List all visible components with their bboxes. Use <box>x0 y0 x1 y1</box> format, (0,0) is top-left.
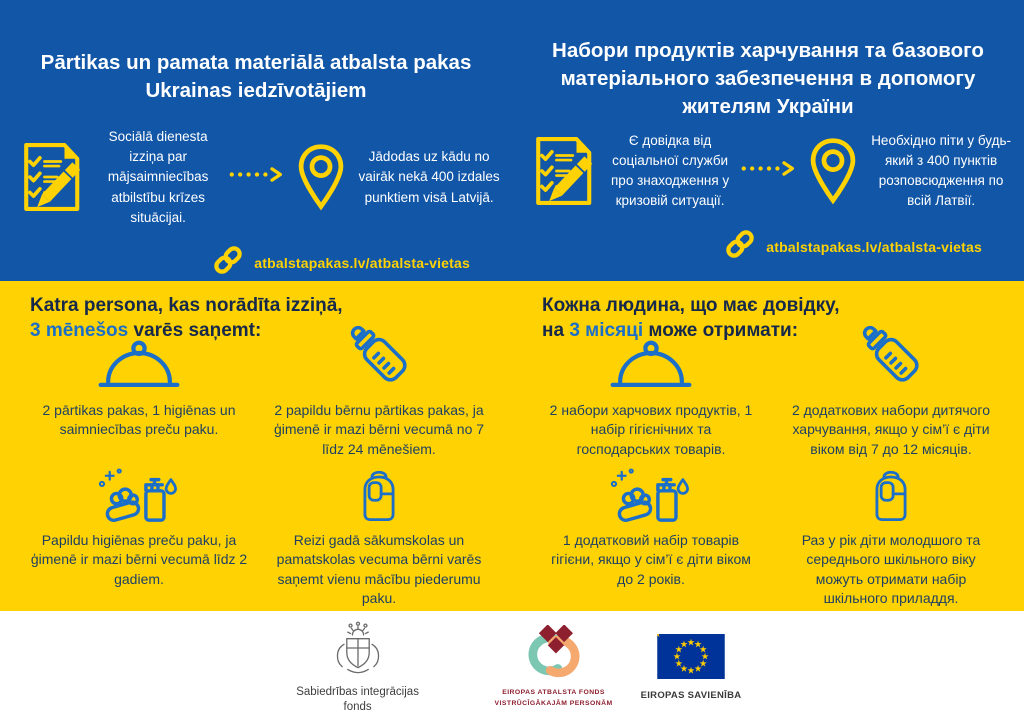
website-link-text[interactable]: atbalstapakas.lv/atbalsta-vietas <box>766 238 982 255</box>
highlight-3-months: 3 місяці <box>569 320 644 342</box>
benefits-heading-line2: на 3 місяці може отримати: <box>542 320 799 342</box>
baby-bottle-icon <box>848 327 934 397</box>
benefit-item-hygiene <box>542 463 760 608</box>
eu-caption: EIROPAS SAVIENĪBA <box>640 690 742 701</box>
benefit-text: 1 додатковий набір товарів гігієни, якщо у сім’ї є діти віком до 2 років. <box>551 532 751 587</box>
dotted-arrow-icon <box>740 161 798 181</box>
step1-text-latvian: Sociālā dienesta izziņa par mājsaimniecības atbilstību krīzes situācijai. <box>107 128 209 225</box>
hygiene-items-icon <box>97 463 181 527</box>
chain-link-icon <box>724 228 756 265</box>
dotted-arrow-icon <box>228 167 286 187</box>
benefit-text: 2 pārtikas pakas, 1 higiēnas un saimniecības preču paku. <box>42 402 236 438</box>
benefit-item-food <box>542 327 760 459</box>
fead-caption: EIROPAS ATBALSTA FONDS VISTRŪCĪGĀKAJĀM PERSONĀM <box>494 689 613 707</box>
benefits-yellow-section <box>0 281 1024 611</box>
backpack-icon <box>859 463 923 527</box>
map-pin-icon <box>807 135 859 207</box>
benefit-text: 2 додаткових набори дитячого харчування, якщо у сім’ї є діти віком від 7 до 12 місяців. <box>791 402 991 457</box>
benefit-text: Раз у рік діти молодшого та середнього шкільного віку можуть отримати набір шкільного приладдя. <box>801 532 981 607</box>
top-column-latvian <box>0 0 512 281</box>
fead-hands-diamonds-icon <box>517 625 591 686</box>
footer-logos <box>0 611 1024 724</box>
sif-caption: Sabiedrības integrācijas fonds <box>296 686 419 713</box>
sif-logo-block <box>283 620 433 715</box>
benefits-grid-ukrainian <box>542 327 1000 608</box>
step1-text-ukrainian: Є довідка від соціальної служби про знаходження у кризовій ситуації. <box>611 132 730 209</box>
benefits-heading-line2: 3 mēnešos varēs saņemt: <box>30 320 262 342</box>
fead-logo-block <box>491 625 617 709</box>
benefit-item-baby-food <box>270 327 488 459</box>
eu-logo-block <box>641 634 742 701</box>
map-pin-icon <box>295 141 347 213</box>
step2-text-latvian: Jādodas uz kādu no vairāk nekā 400 izdales punktiem visā Latvijā. <box>358 149 500 205</box>
benefit-item-school <box>782 463 1000 608</box>
benefits-column-latvian <box>0 281 512 611</box>
highlight-3-months: 3 mēnešos <box>30 320 129 342</box>
title-latvian: Pārtikas un pamata materiālā atbalsta pakas Ukrainas iedzīvotājiem <box>40 51 472 103</box>
title-ukrainian: Набори продуктів харчування та базового матеріального забезпечення в допомогу жителям України <box>552 38 984 119</box>
benefits-column-ukrainian <box>512 281 1024 611</box>
baby-bottle-icon <box>336 327 422 397</box>
checklist-document-icon <box>520 130 602 212</box>
backpack-icon <box>347 463 411 527</box>
benefit-item-food <box>30 327 248 459</box>
benefit-text: Reizi gadā sākumskolas un pamatskolas vecuma bērni varēs saņemt vienu mācību piederumu paku. <box>276 532 482 607</box>
benefits-heading-line1: Katra persona, kas norādīta izziņā, <box>30 295 343 316</box>
top-column-ukrainian <box>512 0 1024 281</box>
step2-text-ukrainian: Необхідно піти у будь-який з 400 пунктів розповсюдження по всій Латвії. <box>871 132 1012 209</box>
benefit-text: 2 набори харчових продуктів, 1 набір гігієнічних та господарських товарів. <box>549 402 753 457</box>
benefit-text: 2 papildu bērnu pārtikas pakas, ja ģimenē ir mazi bērni vecumā no 7 līdz 24 mēnešiem. <box>273 402 485 457</box>
food-cloche-icon <box>607 327 695 397</box>
chain-link-icon <box>212 244 244 281</box>
website-link-ukrainian[interactable] <box>512 228 1024 265</box>
benefits-heading-line1: Кожна людина, що має довідку, <box>542 295 840 316</box>
steps-row-latvian <box>0 127 512 228</box>
eu-flag-icon <box>657 634 725 684</box>
hygiene-items-icon <box>609 463 693 527</box>
steps-row-ukrainian <box>512 130 1024 212</box>
checklist-document-icon <box>8 136 90 218</box>
website-link-latvian[interactable] <box>0 244 512 281</box>
benefit-item-school <box>270 463 488 608</box>
benefit-item-baby-food <box>782 327 1000 459</box>
benefit-item-hygiene <box>30 463 248 608</box>
latvian-state-emblem-icon <box>322 620 394 681</box>
top-blue-section <box>0 0 1024 281</box>
website-link-text[interactable]: atbalstapakas.lv/atbalsta-vietas <box>254 254 470 271</box>
benefit-text: Papildu higiēnas preču paku, ja ģimenē ir mazi bērni vecumā līdz 2 gadiem. <box>30 532 248 587</box>
benefits-grid-latvian <box>30 327 488 608</box>
food-cloche-icon <box>95 327 183 397</box>
